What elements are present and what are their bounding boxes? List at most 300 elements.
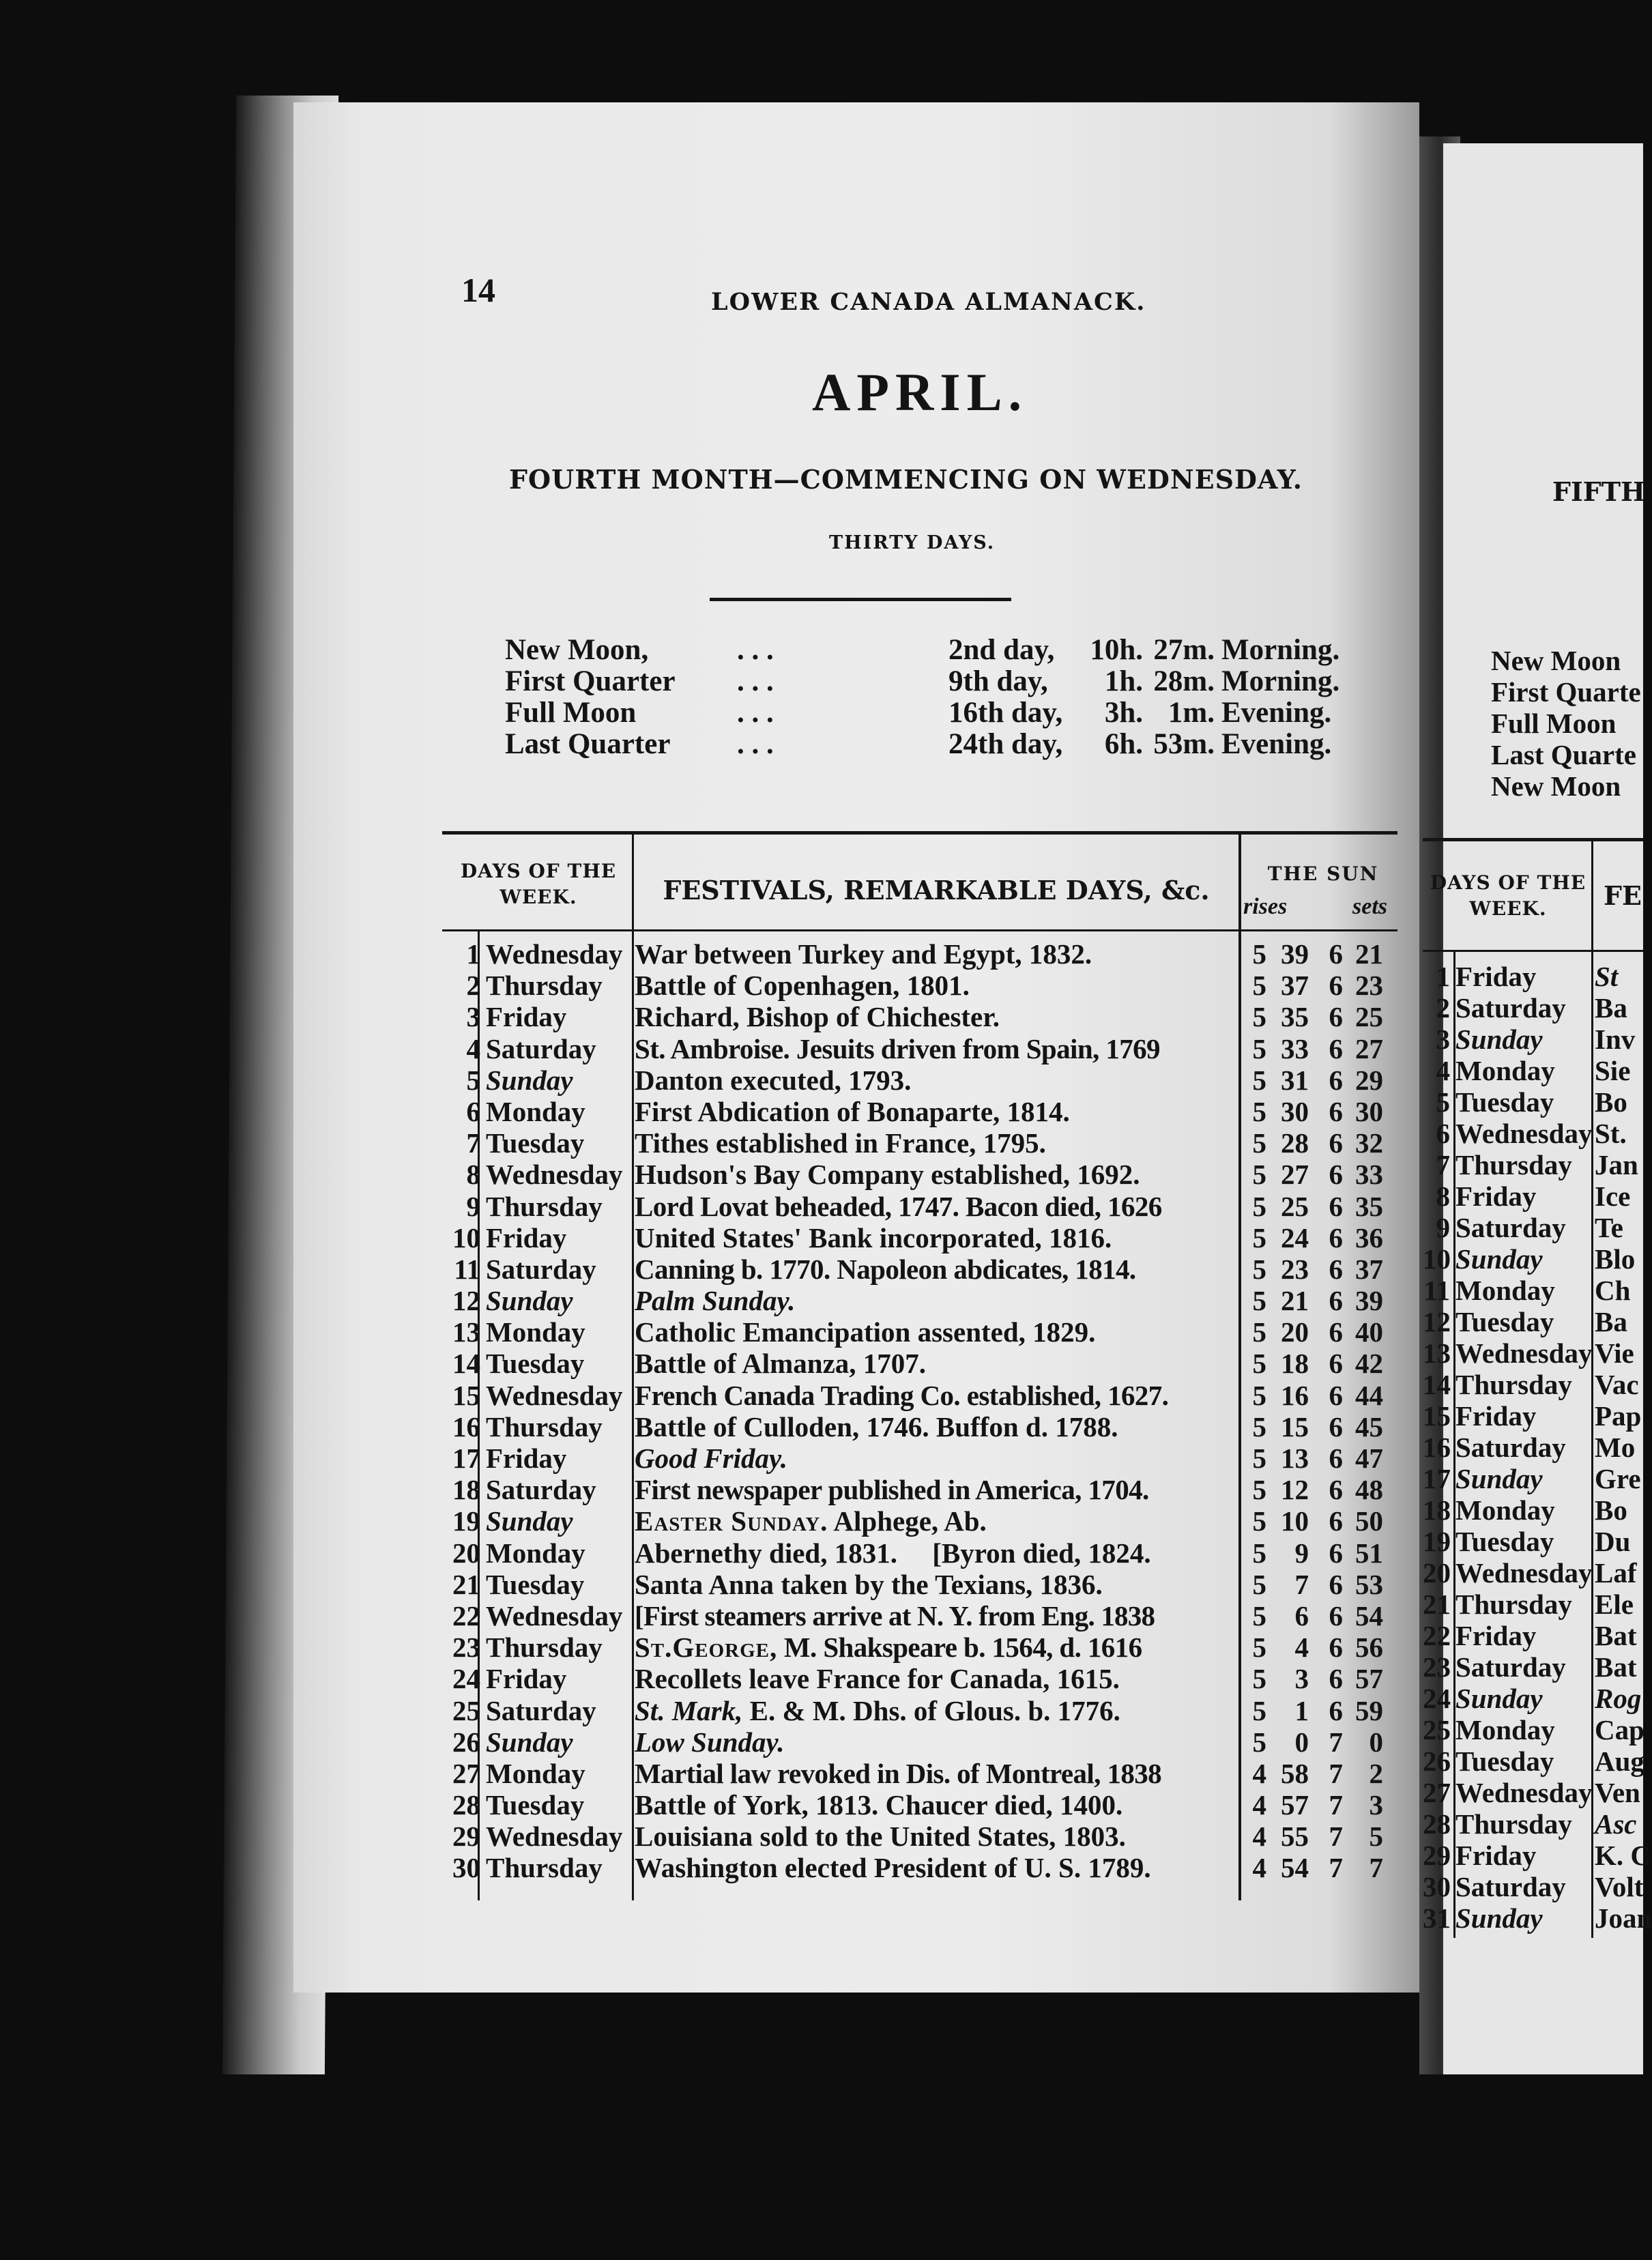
moon-phase-minute: 27m. [1153,634,1215,666]
weekday: Friday [1455,961,1537,992]
day-number: 1 [466,938,480,970]
weekday: Monday [486,1757,585,1789]
moon-phase-time: Morning. [1221,634,1340,666]
sunset-minute: 27 [1355,1032,1383,1064]
sunset-minute: 33 [1355,1159,1383,1191]
weekday: Monday [486,1095,585,1127]
moon-phase-dots: . . . [737,697,774,729]
moon-phase-hour: 6h. [1104,728,1143,760]
sunset-minute: 50 [1355,1505,1383,1537]
sunrise-hour: 5 [1252,1474,1266,1506]
day-number: 3 [1436,1024,1450,1055]
day-number: 9 [1436,1212,1450,1243]
moon-phase-dots: . . . [737,665,774,697]
moon-phase-name: Last Quarter [505,728,671,760]
running-head: LOWER CANADA ALMANACK. [711,288,1146,316]
next-col-head-days [1425,870,1591,922]
col-head-sets: sets [1352,894,1387,919]
moon-phases [505,635,1346,760]
weekday: Friday [1455,1840,1537,1871]
sunrise-minute: 7 [1294,1568,1309,1600]
sunset-hour: 6 [1329,1443,1343,1474]
sunrise-hour: 5 [1252,1316,1266,1348]
festival: Canning b. 1770. Napoleon abdicates, 1814. [635,1253,1136,1285]
sunset-hour: 6 [1329,1190,1343,1222]
moon-phase-day: 16th day, [948,697,1063,729]
festival-rest: Alphege, Ab. [828,1505,987,1537]
sunset-hour: 6 [1329,1663,1343,1695]
sunrise-minute: 23 [1281,1253,1309,1285]
sunset-minute: 36 [1355,1221,1383,1254]
sunrise-minute: 13 [1281,1443,1309,1474]
next-table-head-rule [1423,950,1643,952]
column-divider [632,834,634,1900]
weekday: Sunday [486,1505,573,1537]
day-number: 11 [454,1253,480,1285]
moon-phase-name: First Quarter [505,665,676,697]
festival-fragment: St. [1595,1118,1627,1149]
festival: Washington elected President of U. S. 1789. [635,1852,1151,1884]
weekday: Sunday [486,1726,573,1758]
sunset-hour: 6 [1329,1379,1343,1411]
weekday: Thursday [1455,1149,1572,1180]
day-number: 21 [452,1568,480,1600]
festival: Low Sunday. [635,1726,785,1758]
day-number: 18 [1423,1494,1451,1526]
sunset-minute: 0 [1369,1726,1383,1758]
festival [635,1632,1142,1663]
sunset-hour: 6 [1329,1127,1343,1159]
festival: Hudson's Bay Company established, 1692. [635,1159,1140,1191]
sunrise-hour: 5 [1252,1505,1266,1537]
day-number: 11 [1423,1275,1450,1306]
festival: Battle of Culloden, 1746. Buffon d. 1788. [635,1410,1118,1443]
sunrise-minute: 37 [1281,970,1309,1002]
sunset-hour: 6 [1329,1505,1343,1537]
festival: Martial law revoked in Dis. of Montreal, 1838 [635,1757,1162,1789]
moon-phase-minute: 28m. [1153,665,1215,697]
festival-fragment: Volt [1595,1871,1644,1902]
festival-fragment: Vie [1595,1337,1634,1369]
sunrise-hour: 5 [1252,1537,1266,1569]
sunset-hour: 6 [1329,970,1343,1002]
festival: Lord Lovat beheaded, 1747. Bacon died, 1626 [635,1190,1162,1222]
sunrise-hour: 5 [1252,1663,1266,1695]
day-number: 30 [1423,1871,1451,1902]
sunrise-hour: 5 [1252,1285,1266,1317]
sunrise-minute: 0 [1294,1726,1309,1758]
sunrise-hour: 5 [1252,1095,1266,1127]
day-number: 27 [1423,1777,1451,1808]
sunrise-hour: 5 [1252,1127,1266,1159]
moon-phase-minute: 1m. [1168,697,1215,729]
sunrise-minute: 1 [1294,1694,1309,1726]
sunrise-hour: 5 [1252,1253,1266,1285]
day-number: 26 [1423,1745,1451,1777]
sunrise-minute: 27 [1281,1159,1309,1191]
day-number: 10 [452,1221,480,1254]
weekday: Wednesday [486,1379,623,1411]
sunrise-minute: 57 [1281,1789,1309,1821]
day-number: 8 [1436,1180,1450,1212]
festival-fragment: St [1595,961,1619,992]
day-number: 25 [452,1694,480,1726]
festival-fragment: Mo [1595,1432,1636,1463]
sunrise-hour: 5 [1252,970,1266,1002]
festival: Catholic Emancipation assented, 1829. [635,1316,1096,1348]
sunrise-minute: 30 [1281,1095,1309,1127]
weekday: Friday [486,1001,567,1033]
sunrise-minute: 24 [1281,1221,1309,1254]
sunset-minute: 53 [1355,1568,1383,1600]
month-subtitle: FOURTH MONTH—COMMENCING ON WEDNESDAY. [509,464,1303,495]
weekday: Friday [1455,1400,1537,1432]
day-number: 14 [452,1348,480,1380]
day-number: 6 [1436,1118,1450,1149]
sunset-minute: 25 [1355,1001,1383,1033]
festival: Richard, Bishop of Chichester. [635,1001,1000,1033]
day-number: 31 [1423,1902,1451,1934]
festival-fragment: Laf [1595,1557,1637,1589]
sunrise-hour: 4 [1252,1821,1266,1853]
day-number: 4 [466,1032,480,1064]
day-number: 6 [466,1095,480,1127]
festival-fragment: Bat [1595,1651,1637,1683]
day-number: 13 [1423,1337,1451,1369]
weekday: Thursday [486,1632,603,1664]
festival-fragment: Ele [1595,1589,1634,1620]
sunrise-minute: 21 [1281,1285,1309,1317]
weekday: Monday [1455,1714,1555,1745]
weekday: Friday [1455,1180,1537,1212]
festival: Santa Anna taken by the Texians, 1836. [635,1568,1103,1600]
weekday: Wednesday [1455,1557,1593,1589]
sunset-minute: 23 [1355,970,1383,1002]
sunset-minute: 57 [1355,1663,1383,1695]
day-number: 30 [452,1852,480,1884]
sunset-minute: 39 [1355,1285,1383,1317]
sunset-hour: 6 [1329,938,1343,970]
next-col-head-line2: WEEK. [1469,897,1547,920]
sunset-hour: 6 [1329,1221,1343,1254]
day-number: 7 [466,1127,480,1159]
festival: United States' Bank incorporated, 1816. [635,1221,1112,1254]
day-number: 21 [1423,1589,1451,1620]
sunrise-minute: 16 [1281,1379,1309,1411]
sunset-hour: 6 [1329,1599,1343,1632]
sunset-hour: 6 [1329,1694,1343,1726]
sunset-minute: 32 [1355,1127,1383,1159]
sunset-minute: 48 [1355,1474,1383,1506]
sunset-minute: 35 [1355,1190,1383,1222]
festival: First newspaper published in America, 1704. [635,1474,1149,1506]
day-number: 16 [452,1410,480,1443]
day-number: 12 [1423,1306,1451,1337]
festival-fragment: Pap [1595,1400,1642,1432]
sunrise-hour: 5 [1252,1348,1266,1380]
sunrise-hour: 5 [1252,1221,1266,1254]
festival-fragment: Bat [1595,1620,1637,1651]
weekday: Sunday [1455,1463,1543,1494]
sunset-minute: 56 [1355,1632,1383,1664]
festival-fragment: Bo [1595,1086,1627,1118]
sunset-hour: 7 [1329,1757,1343,1789]
sunrise-minute: 3 [1294,1663,1309,1695]
sunset-minute: 59 [1355,1694,1383,1726]
page-number: 14 [461,271,495,309]
weekday: Saturday [1455,1871,1566,1902]
sunrise-hour: 5 [1252,1632,1266,1664]
weekday: Wednesday [486,1599,623,1632]
next-moon-phase: First Quarte [1491,676,1641,708]
weekday: Thursday [1455,1369,1572,1400]
sunset-minute: 30 [1355,1095,1383,1127]
next-table-top-rule [1423,838,1643,841]
weekday: Saturday [486,1253,596,1285]
weekday: Wednesday [486,1821,623,1853]
col-head-rises: rises [1243,894,1288,919]
moon-phase-row [505,729,1346,760]
weekday: Monday [486,1537,585,1569]
festival: St. Ambroise. Jesuits driven from Spain, 1769 [635,1032,1160,1064]
day-number: 10 [1423,1243,1451,1275]
day-number: 19 [452,1505,480,1537]
weekday: Tuesday [486,1127,585,1159]
moon-phase-dots: . . . [737,728,774,760]
sunset-minute: 37 [1355,1253,1383,1285]
weekday: Saturday [486,1032,596,1064]
table-head-rule [442,929,1397,931]
days-note: THIRTY DAYS. [829,532,996,553]
weekday: Thursday [486,1852,603,1884]
sunrise-minute: 28 [1281,1127,1309,1159]
sunrise-hour: 5 [1252,1001,1266,1033]
sunrise-minute: 54 [1281,1852,1309,1884]
weekday: Monday [1455,1494,1555,1526]
weekday: Tuesday [486,1789,585,1821]
day-number: 4 [1436,1055,1450,1086]
next-moon-phase: New Moon [1491,770,1621,802]
sunrise-minute: 58 [1281,1757,1309,1789]
sunset-minute: 40 [1355,1316,1383,1348]
festival-fragment: Aug [1595,1745,1644,1777]
day-number: 16 [1423,1432,1451,1463]
weekday: Monday [486,1316,585,1348]
moon-phase-day: 2nd day, [948,634,1055,666]
next-column-divider [1591,841,1593,1938]
sunset-hour: 6 [1329,1474,1343,1506]
weekday: Saturday [1455,1212,1566,1243]
day-number: 2 [466,970,480,1002]
table-top-rule [442,831,1397,835]
sunrise-hour: 5 [1252,1599,1266,1632]
festival-fragment: Jan [1595,1149,1638,1180]
sunrise-minute: 9 [1294,1537,1309,1569]
weekday: Sunday [486,1285,573,1317]
sunrise-hour: 5 [1252,1190,1266,1222]
sunset-hour: 6 [1329,1253,1343,1285]
sunset-minute: 54 [1355,1599,1383,1632]
next-page-title-fragment: FIFTH [1552,476,1645,507]
weekday: Thursday [486,1190,603,1222]
moon-phase-hour: 3h. [1104,697,1143,729]
weekday: Tuesday [1455,1086,1554,1118]
weekday: Tuesday [1455,1526,1554,1557]
moon-phase-dots: . . . [737,634,774,666]
moon-phase-time: Evening. [1221,728,1332,760]
festival: Tithes established in France, 1795. [635,1127,1046,1159]
sunset-minute: 42 [1355,1348,1383,1380]
weekday: Sunday [486,1064,573,1096]
festival: First Abdication of Bonaparte, 1814. [635,1095,1070,1127]
sunrise-minute: 12 [1281,1474,1309,1506]
sunset-minute: 47 [1355,1443,1383,1474]
festival-fragment: Vac [1595,1369,1639,1400]
festival [635,1505,987,1537]
col-head-days-line2: WEEK. [499,886,577,908]
festival-fragment: Cap [1595,1714,1644,1745]
weekday: Wednesday [1455,1777,1593,1808]
sunrise-minute: 31 [1281,1064,1309,1096]
day-number: 26 [452,1726,480,1758]
weekday: Friday [486,1663,567,1695]
next-moon-phase: Last Quarte [1491,739,1636,770]
day-number: 15 [452,1379,480,1411]
weekday: Thursday [486,970,603,1002]
day-number: 2 [1436,992,1450,1024]
sunset-hour: 6 [1329,1095,1343,1127]
festival-small-caps: St.George, [635,1632,778,1664]
weekday: Saturday [486,1694,596,1726]
sunrise-hour: 4 [1252,1757,1266,1789]
sunrise-minute: 6 [1294,1599,1309,1632]
day-number: 17 [1423,1463,1451,1494]
weekday: Wednesday [486,1159,623,1191]
day-number: 28 [452,1789,480,1821]
festival-fragment: Bo [1595,1494,1627,1526]
festival: [First steamers arrive at N. Y. from Eng. 1838 [635,1599,1155,1632]
weekday: Saturday [1455,1651,1566,1683]
day-number: 7 [1436,1149,1450,1180]
festival-fragment: Te [1595,1212,1623,1243]
weekday: Thursday [1455,1808,1572,1840]
moon-phase-row [505,666,1346,697]
header-rule [710,598,1011,601]
festival: Battle of Almanza, 1707. [635,1348,927,1380]
festival: Louisiana sold to the United States, 1803. [635,1821,1126,1853]
month-title: APRIL. [812,362,1028,422]
sunset-minute: 2 [1369,1757,1383,1789]
day-number: 22 [1423,1620,1451,1651]
sunrise-minute: 4 [1294,1632,1309,1664]
weekday: Wednesday [1455,1337,1593,1369]
weekday: Monday [1455,1055,1555,1086]
weekday: Friday [486,1221,567,1254]
day-number: 20 [1423,1557,1451,1589]
sunset-hour: 6 [1329,1537,1343,1569]
col-head-festivals: FESTIVALS, REMARKABLE DAYS, &c. [663,875,1210,906]
sunrise-hour: 5 [1252,1410,1266,1443]
festival [635,1695,1120,1726]
moon-phase-row [505,635,1346,666]
sunrise-minute: 39 [1281,938,1309,970]
festival-fragment: Sie [1595,1055,1631,1086]
weekday: Thursday [486,1410,603,1443]
festival: Good Friday. [635,1443,787,1474]
day-number: 29 [1423,1840,1451,1871]
moon-phase-name: Full Moon [505,697,637,729]
sunrise-hour: 5 [1252,1064,1266,1096]
sunset-minute: 5 [1369,1821,1383,1853]
festival-fragment: Asc [1595,1808,1637,1840]
day-number: 17 [452,1443,480,1474]
festival-fragment: K. C [1595,1840,1651,1871]
weekday: Saturday [1455,1432,1566,1463]
sunset-hour: 7 [1329,1852,1343,1884]
festival: Abernethy died, 1831. [Byron died, 1824. [635,1537,1151,1569]
festival-fragment: Ba [1595,1306,1627,1337]
sunrise-hour: 5 [1252,938,1266,970]
festival-italic: St. Mark, [635,1694,743,1726]
day-number: 5 [466,1064,480,1096]
festival-fragment: Joan [1595,1902,1652,1934]
sunset-hour: 6 [1329,1032,1343,1064]
day-number: 8 [466,1159,480,1191]
sunset-hour: 6 [1329,1410,1343,1443]
festival-fragment: Du [1595,1526,1631,1557]
sunrise-hour: 5 [1252,1032,1266,1064]
sunrise-minute: 20 [1281,1316,1309,1348]
day-number: 18 [452,1474,480,1506]
sunset-minute: 29 [1355,1064,1383,1096]
sunset-hour: 6 [1329,1285,1343,1317]
day-number: 22 [452,1599,480,1632]
day-number: 13 [452,1316,480,1348]
moon-phase-day: 9th day, [948,665,1048,697]
moon-phase-hour: 1h. [1104,665,1143,697]
sunrise-hour: 5 [1252,1443,1266,1474]
sunset-minute: 3 [1369,1789,1383,1821]
day-number: 29 [452,1821,480,1853]
moon-phase-name: New Moon, [505,634,649,666]
festival: Danton executed, 1793. [635,1064,912,1096]
day-number: 3 [466,1001,480,1033]
moon-phase-hour: 10h. [1090,634,1143,666]
day-number: 15 [1423,1400,1451,1432]
day-number: 24 [1423,1683,1451,1714]
weekday: Thursday [1455,1589,1572,1620]
festival-fragment: Rog [1595,1683,1642,1714]
moon-phase-time: Evening. [1221,697,1332,729]
sunrise-minute: 25 [1281,1190,1309,1222]
moon-phase-time: Morning. [1221,665,1340,697]
sunset-hour: 6 [1329,1568,1343,1600]
sunrise-hour: 5 [1252,1726,1266,1758]
next-page-moon-list [1491,645,1641,802]
sunset-hour: 6 [1329,1316,1343,1348]
weekday: Tuesday [1455,1306,1554,1337]
col-head-days-line1: DAYS OF THE [460,860,617,882]
sunset-hour: 7 [1329,1789,1343,1821]
sunrise-minute: 55 [1281,1821,1309,1853]
day-number: 5 [1436,1086,1450,1118]
day-number: 1 [1436,961,1450,992]
next-moon-phase: New Moon [1491,645,1621,676]
sunset-hour: 7 [1329,1821,1343,1853]
sunset-hour: 6 [1329,1064,1343,1096]
sunrise-hour: 5 [1252,1379,1266,1411]
moon-phase-row [505,697,1346,729]
